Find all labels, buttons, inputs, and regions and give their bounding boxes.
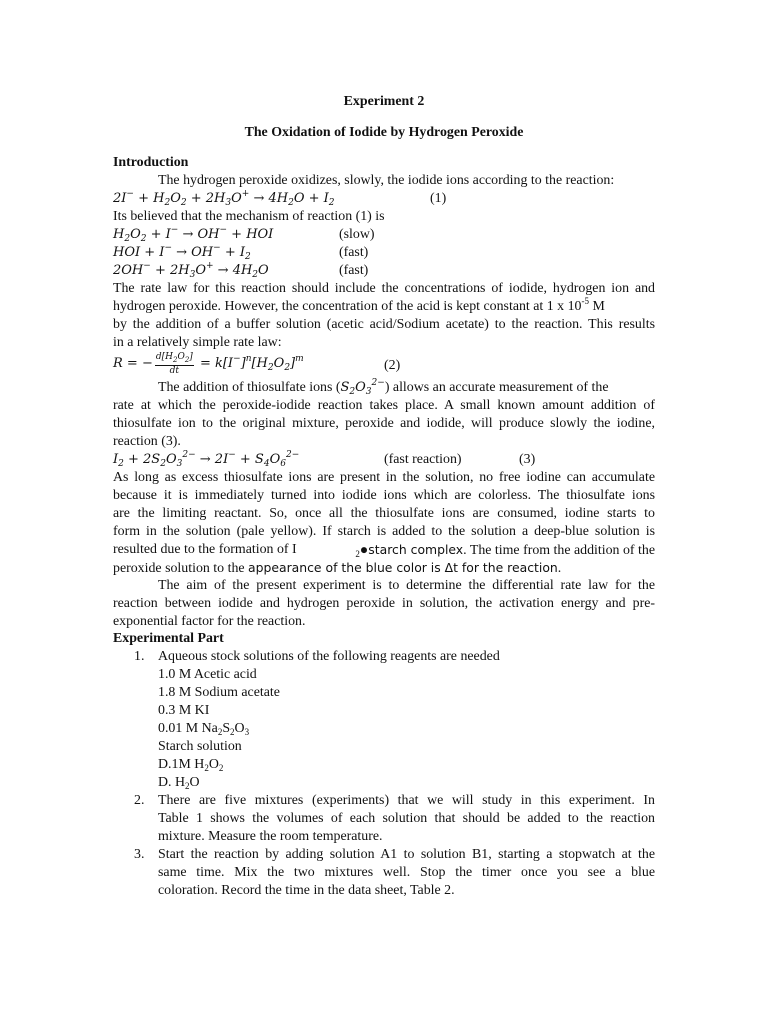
thiosulfate-text: The addition of thiosulfate ions $(S_2O_3^{2-})$ allows an accurate measurement of the [158,378,609,397]
equation-1: $2I^- + H_2O_2 + 2H_3O^+ \to 4H_2O + I_2$ [113,189,335,208]
equation-2: R = − $\frac{d[H_2O_2]}{dt}$ = $k[I^-]^n[H_2O_2]^m$ [113,352,304,376]
thiosulfate-text: thiosulfate ion to the original mixture, peroxide and iodide, will produce slowly the iodine, [113,416,655,431]
excess-thiosulfate-text: form in the solution (pale yellow). If starch is added to the solution a deep-blue solution is [113,524,655,539]
reagent-item: 1.0 M Acetic acid [158,667,257,682]
mechanism-step-1: $H_2O_2 + I^- \to OH^-$ + HOI [113,225,274,244]
aim-text: The aim of the present experiment is to determine the differential rate law for the [158,578,655,593]
equation-3-label: (fast reaction) [384,452,462,467]
excess-thiosulfate-text: because it is immediately turned into iodide ions which are colorless. The thiosulfate ions [113,488,655,503]
list-number: 2. [134,793,145,808]
list-item: same time. Mix the two mixtures well. Stop the timer once you see a blue [158,865,655,880]
reagent-item: D. $H_2O$ [158,775,200,791]
mechanism-step-2: HOI + $I^- \to OH^- + I_2$ [113,243,251,262]
document-title: The Oxidation of Iodide by Hydrogen Peroxide [244,125,524,140]
rate-law-text: hydrogen peroxide. However, the concentration of the acid is kept constant at 1 x $10^{-5}$ M [113,296,605,314]
excess-thiosulfate-text: are the limiting reactant. So, once all the thiosulfate ions are consumed, iodine starts to [113,506,655,521]
equation-1-tag: (1) [430,191,447,206]
list-item: mixture. Measure the room temperature. [158,829,383,844]
aim-text: reaction between iodide and hydrogen peroxide in solution, the activation energy and pre- [113,596,655,611]
list-item: Aqueous stock solutions of the following reagents are needed [158,649,500,664]
reagent-item: D.1M $H_2O_2$ [158,757,224,773]
intro-paragraph: The hydrogen peroxide oxidizes, slowly, the iodide ions according to the reaction: [158,173,615,188]
equation-2-tag: (2) [384,358,401,373]
aim-text: exponential factor for the reaction. [113,614,306,629]
reagent-item: 0.3 M KI [158,703,210,718]
reagent-item: 1.8 M Sodium acetate [158,685,280,700]
excess-thiosulfate-text: peroxide solution to the appearance of the blue color is Δt for the reaction. [113,560,562,576]
experimental-heading: Experimental Part [113,631,224,646]
reagent-item: Starch solution [158,739,242,754]
experiment-number: Experiment 2 [343,94,425,109]
rate-law-text: by the addition of a buffer solution (acetic acid/Sodium acetate) to the reaction. This results [113,317,655,332]
list-number: 1. [134,649,145,664]
step-rate-label: (slow) [339,227,375,242]
excess-thiosulfate-text: resulted due to the formation of I $_2$●starch complex. The time from the addition of the [113,542,655,559]
reagent-item: 0.01 M $Na_2S_2O_3$ [158,721,250,737]
mechanism-step-3: $2OH^- + 2H_3O^+ \to 4H_2O$ [113,261,269,280]
introduction-heading: Introduction [113,155,189,170]
list-item: Table 1 shows the volumes of each solution that should be added to the reaction [158,811,655,826]
mechanism-intro: Its believed that the mechanism of reaction (1) is [113,209,385,224]
list-number: 3. [134,847,145,862]
rate-law-text: The rate law for this reaction should include the concentrations of iodide, hydrogen ion and [113,281,655,296]
thiosulfate-text: rate at which the peroxide-iodide reaction takes place. A small known amount addition of [113,398,655,413]
rate-law-text: in a relatively simple rate law: [113,335,282,350]
step-rate-label: (fast) [339,245,369,260]
excess-thiosulfate-text: As long as excess thiosulfate ions are present in the solution, no free iodine can accumulate [113,470,655,485]
equation-3-tag: (3) [519,452,536,467]
list-item: There are five mixtures (experiments) that we will study in this experiment. In [158,793,655,808]
list-item: Start the reaction by adding solution A1 to solution B1, starting a stopwatch at the [158,847,655,862]
step-rate-label: (fast) [339,263,369,278]
thiosulfate-text: reaction (3). [113,434,181,449]
list-item: coloration. Record the time in the data sheet, Table 2. [158,883,455,898]
equation-3: $I_2 + 2S_2O_3^{2-} \to 2I^- + S_4O_6^{2-}$ [113,450,300,469]
